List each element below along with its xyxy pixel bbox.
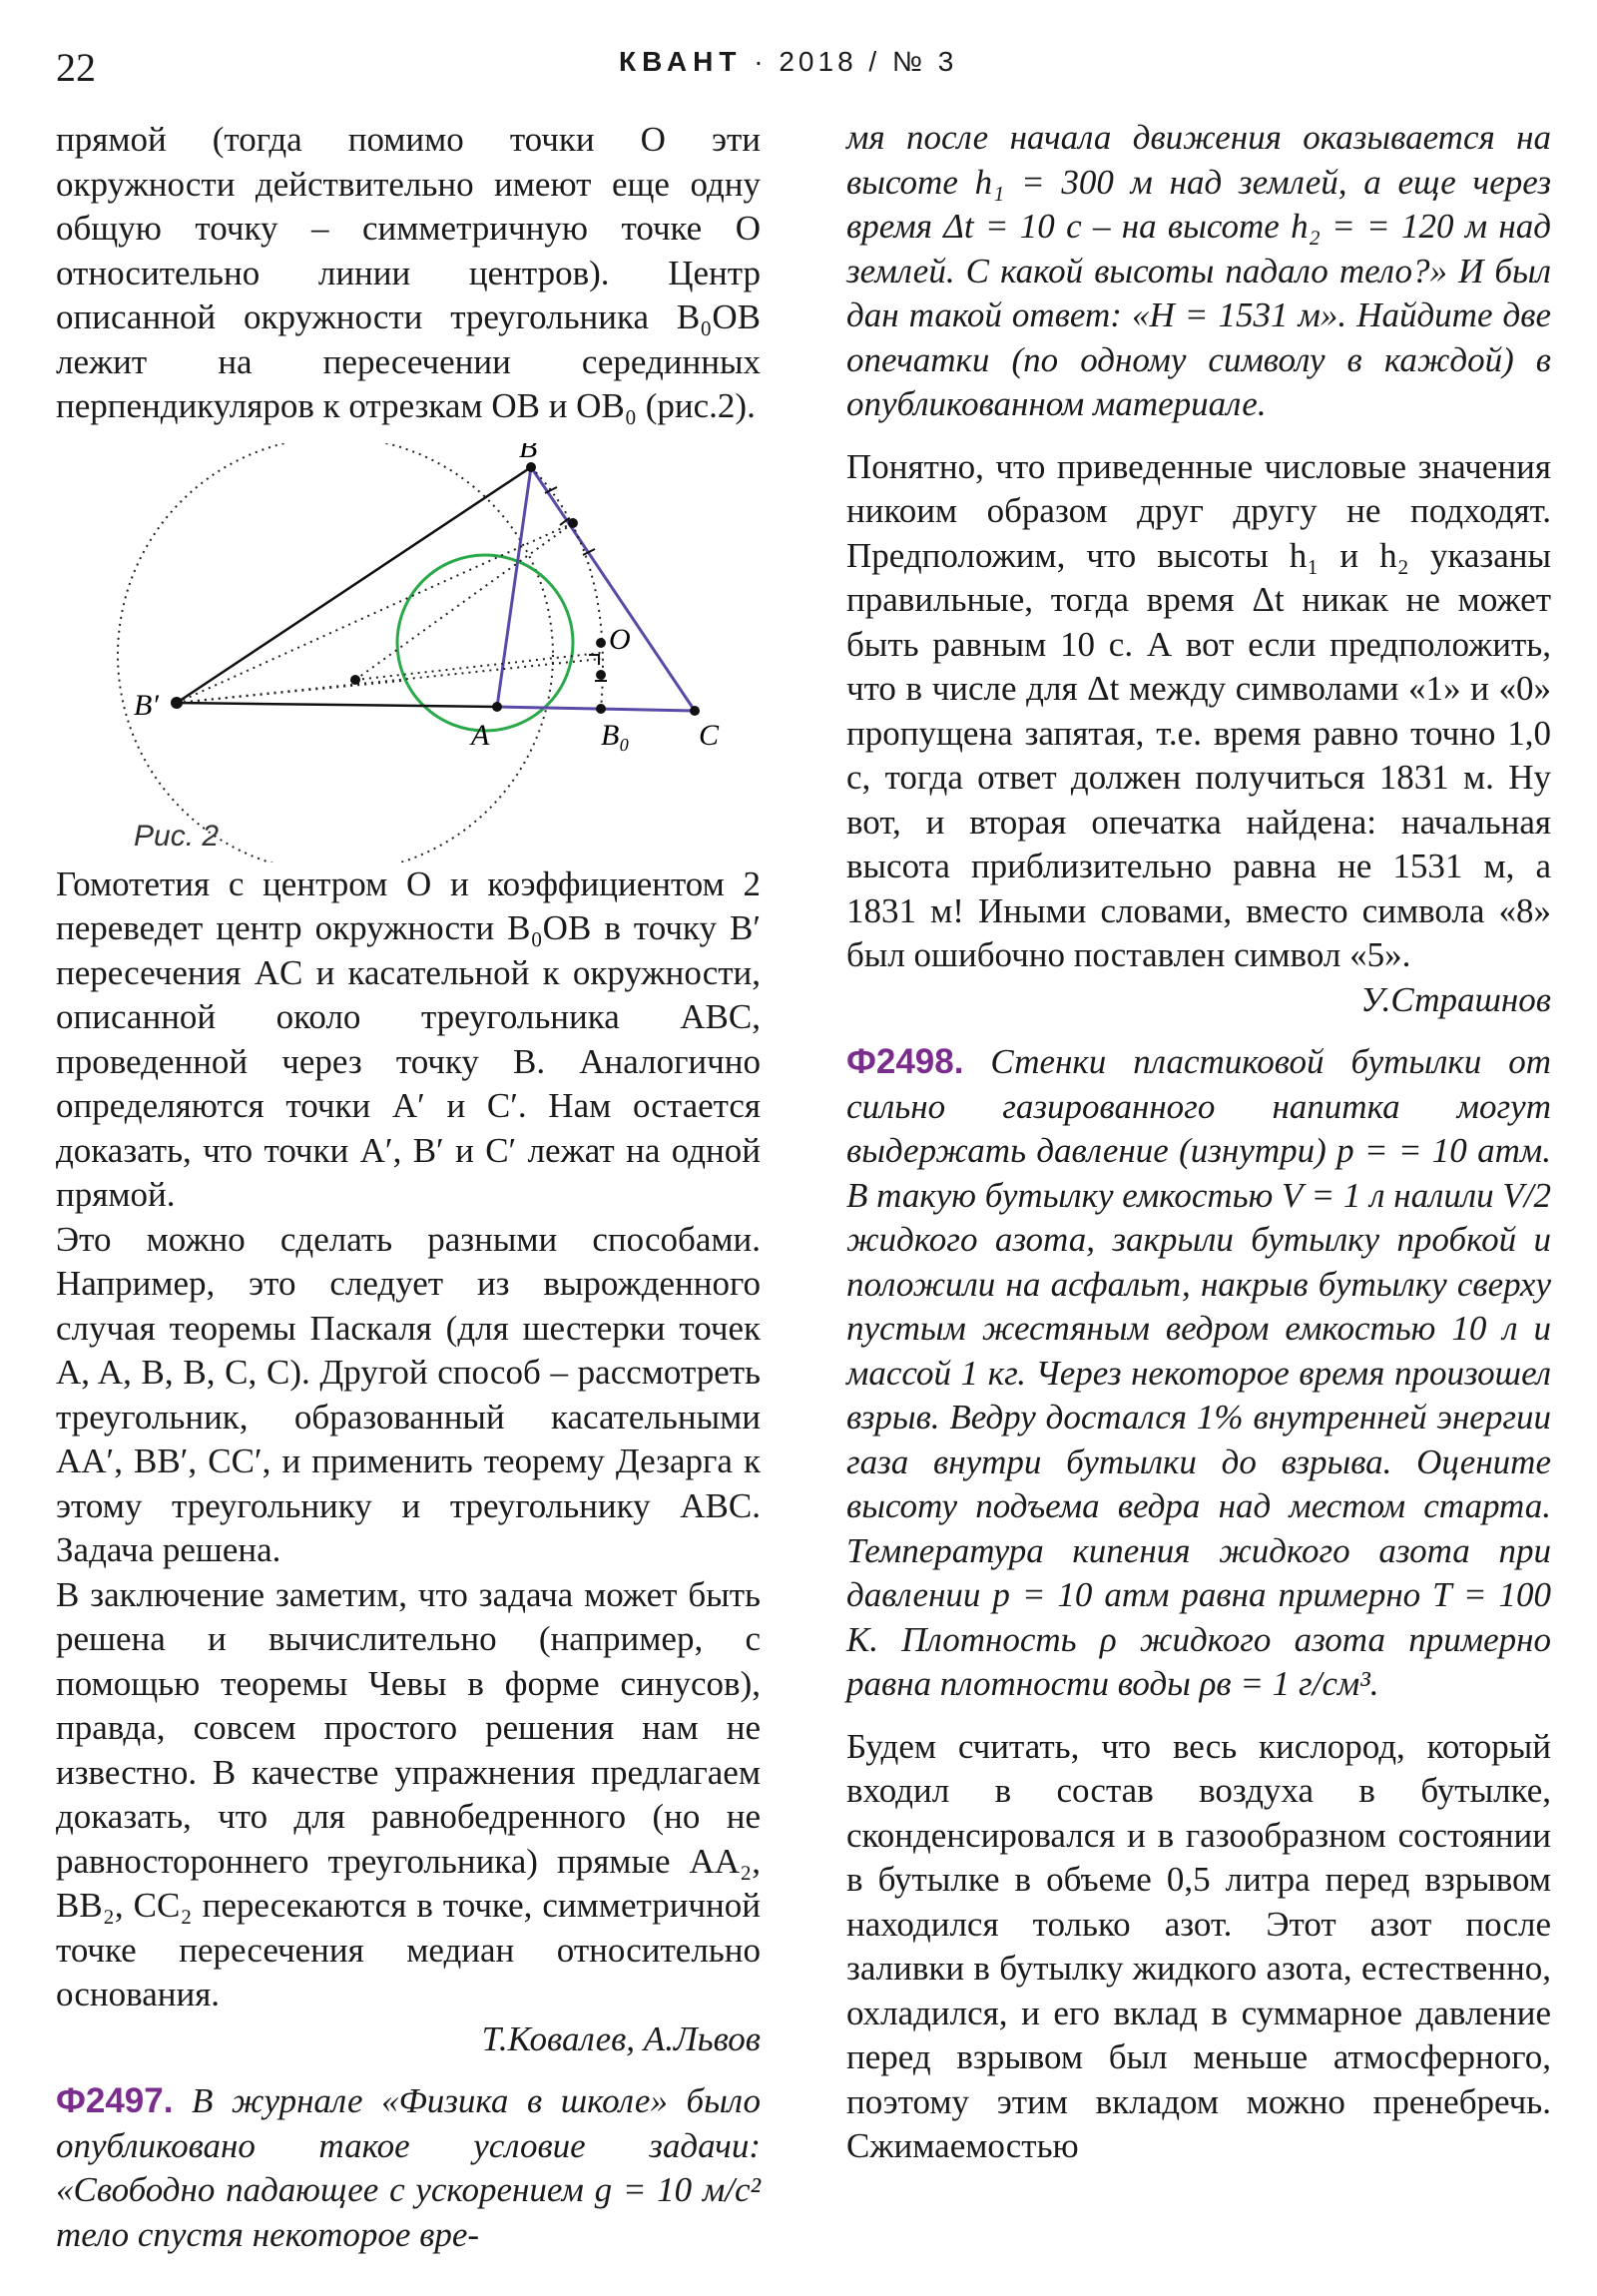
geometry-diagram xyxy=(56,443,761,862)
dotted-line xyxy=(355,653,601,680)
problem-text: В журнале «Физика в школе» было опубликовано такое условие задачи: «Свободно падающее с ускорением g = 10 м/с² тело спустя некоторое вре- xyxy=(56,2081,761,2254)
dotted-line xyxy=(177,659,601,703)
issue-number: 2018 / № 3 xyxy=(779,46,958,77)
dotted-circle xyxy=(118,443,553,862)
side-ab xyxy=(497,467,531,707)
label-o: O xyxy=(609,622,631,656)
point-b0 xyxy=(596,704,606,714)
point-a xyxy=(492,702,502,712)
dotted-line xyxy=(355,523,573,680)
point-mid2 xyxy=(596,670,606,680)
problem-id: Ф2498. xyxy=(846,1042,964,1081)
solution-f2498: Будем считать, что весь кислород, который входил в состав воздуха в бутылке, сконденсировался и в газообразном состоянии в бутылке в объеме 0,5 литра перед взрывом находился только азот. Этот азот после заливки в бутылку жидкого азота, естественно, охладился, и его вклад в суммарное давление перед взрывом был меньше атмосферного, поэтому этим вкладом можно пренебречь. Сжимаемостью xyxy=(846,1726,1551,2165)
tangent-line xyxy=(177,467,531,703)
label-b-prime: B′ xyxy=(134,688,159,722)
problem-text-continued: мя после начала движения оказывается на высоте h₁ = 300 м над землей, а еще через время Δt = 10 с – на высоте h₂ = = 120 м над землей. С какой высоты падало тело?» И был дан такой ответ: «H = 1531 м». Найдите две опечатки (по одному символу в каждой) в опубликованном материале. xyxy=(846,118,1551,423)
author-signature: Т.Ковалев, А.Львов xyxy=(481,2018,761,2058)
problem-f2498 xyxy=(846,1040,1551,1707)
paragraph: Гомотетия с центром O и коэффициентом 2 переведет центр окружности B₀OB в точку B′ пересечения AC и касательной к окружности, описанной около треугольника ABC, проведенной через точку B. Аналогично определяются точки A′ и C′. Нам остается доказать, что точки A′, B′ и C′ лежат на одной прямой. xyxy=(56,863,761,1214)
problem-f2497 xyxy=(56,2079,761,2257)
paragraph: В заключение заметим, что задача может быть решена и вычислительно (например, с помощью теоремы Чевы в форме синусов), правда, совсем простого решения нам не известно. В качестве упражнения предлагаем доказать, что для равнобедренного (но не равностороннего треугольника) прямые AA₂, BB₂, CC₂ пересекаются в точке, симметричной точке пересечения медиан относительно основания. xyxy=(56,1574,761,2013)
label-a: A xyxy=(471,718,490,752)
label-c: C xyxy=(699,718,720,752)
point-b-prime xyxy=(171,697,183,709)
label-b: B xyxy=(519,442,538,464)
point-c xyxy=(690,706,700,716)
solution-f2497: Понятно, что приведенные числовые значения никоим образом друг другу не подходят. Предположим, что высоты h₁ и h₂ указаны правильные, тогда время Δt никак не может быть равным 10 с. А вот если предположить, что в числе для Δt между символами «1» и «0» пропущена запятая, т.е. время равно точно 1,0 с, тогда ответ должен получиться 1831 м. Ну вот, и вторая опечатка найдена: начальная высота приблизительно равна не 1531 м, а 1831 м! Иными словами, вместо символа «8» был ошибочно поставлен символ «5». xyxy=(846,446,1551,974)
page-number: 22 xyxy=(56,45,96,90)
base-line xyxy=(177,703,497,707)
figure-caption: Рис. 2 xyxy=(134,819,220,853)
dotted-line xyxy=(177,523,573,703)
left-column xyxy=(56,118,761,2257)
problem-id: Ф2497. xyxy=(56,2081,174,2120)
problem-text: Стенки пластиковой бутылки от сильно газированного напитка могут выдержать давление (изнутри) p = = 10 атм. В такую бутылку емкостью V = 1 л налили V/2 жидкого азота, закрыли бутылку пробкой и положили на асфальт, накрыв бутылку сверху пустым жестяным ведром емкостью 10 л и массой 1 кг. Через некоторое время произошел взрыв. Ведру достался 1% внутренней энергии газа внутри бутылки до взрыва. Оцените высоту подъема ведра над местом старта. Температура кипения жидкого азота при давлении p = 10 атм равна примерно T = 100 К. Плотность ρ жидкого азота примерно равна плотности воды ρв = 1 г/см³. xyxy=(846,1042,1551,1703)
label-b0: B₀ xyxy=(601,718,630,752)
point-center xyxy=(350,675,360,685)
circumcircle xyxy=(397,555,573,731)
paragraph: Это можно сделать разными способами. Например, это следует из вырожденного случая теоремы Паскаля (для шестерки точек A, A, B, B, C, C). Другой способ – рассмотреть треугольник, образованный касательными AA′, BB′, CC′, и применить теорему Дезарга к этому треугольнику и треугольнику ABC. Задача решена. xyxy=(56,1219,761,1569)
figure-2 xyxy=(56,443,761,862)
paragraph: прямой (тогда помимо точки O эти окружности действительно имеют еще одну общую точку – симметричную точке O относительно линии центров). Центр описанной окружности треугольника B₀OB лежит на пересечении серединных перпендикуляров к отрезкам OB и OB₀ (рис.2). xyxy=(56,120,761,425)
right-column xyxy=(846,116,1551,2169)
journal-title: КВАНТ xyxy=(619,46,743,77)
author-signature: У.Страшнов xyxy=(1360,979,1551,1019)
running-head xyxy=(619,46,957,78)
header-separator: · xyxy=(754,46,768,77)
point-o xyxy=(596,638,606,648)
point-mid xyxy=(568,518,578,528)
